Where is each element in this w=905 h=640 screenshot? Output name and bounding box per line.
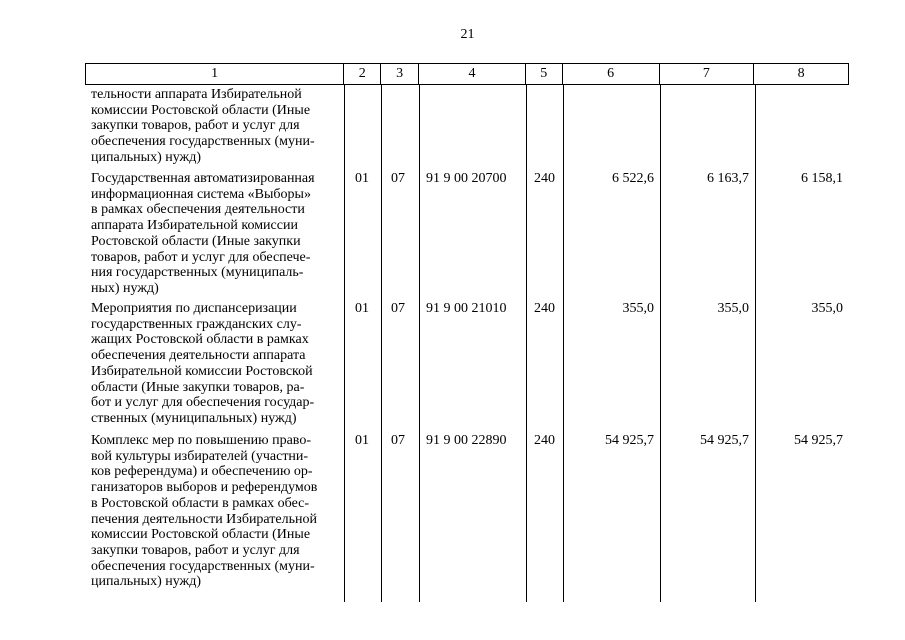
description-line: Комплекс мер по повышению право- xyxy=(91,433,311,448)
column-divider xyxy=(344,84,345,602)
description-line: тельности аппарата Избирательной xyxy=(91,87,302,102)
column-divider xyxy=(419,84,420,602)
header-col-6: 6 xyxy=(563,64,660,84)
table-header xyxy=(85,63,849,85)
description-line: области (Иные закупки товаров, ра- xyxy=(91,379,305,395)
header-col-4: 4 xyxy=(419,64,526,84)
subsection-code: 07 xyxy=(391,301,405,316)
amount-col-8: 54 925,7 xyxy=(794,433,843,448)
amount-col-6: 54 925,7 xyxy=(605,433,654,448)
description-line: ных) нужд) xyxy=(91,280,159,296)
expense-type-code: 240 xyxy=(534,171,555,186)
description-line: бот и услуг для обеспечения государ- xyxy=(91,395,315,411)
column-divider xyxy=(563,84,564,602)
amount-col-7: 54 925,7 xyxy=(700,433,749,448)
amount-col-8: 355,0 xyxy=(811,301,843,316)
article-code: 91 9 00 21010 xyxy=(426,301,507,316)
article-code: 91 9 00 20700 xyxy=(426,171,507,186)
article-code: 91 9 00 22890 xyxy=(426,433,507,448)
column-divider xyxy=(526,84,527,602)
description-line: ственных (муниципальных) нужд) xyxy=(91,410,297,426)
description-line: ганизаторов выборов и референдумов xyxy=(91,480,318,496)
header-col-5: 5 xyxy=(526,64,563,84)
column-divider xyxy=(660,84,661,602)
amount-col-6: 6 522,6 xyxy=(612,171,654,186)
header-col-2: 2 xyxy=(344,64,381,84)
column-divider xyxy=(381,84,382,602)
description-line: жащих Ростовской области в рамках xyxy=(91,332,309,348)
description-line: в рамках обеспечения деятельности xyxy=(91,202,305,218)
header-col-3: 3 xyxy=(381,64,419,84)
section-code: 01 xyxy=(355,171,369,186)
description-line: ципальных) нужд) xyxy=(91,149,202,165)
description-line: закупки товаров, работ и услуг для xyxy=(91,118,300,134)
expense-type-code: 240 xyxy=(534,433,555,448)
row-description xyxy=(91,171,337,297)
header-col-8: 8 xyxy=(797,66,805,81)
description-line: государственных гражданских слу- xyxy=(91,316,302,332)
header-col-1: 1 xyxy=(86,64,344,84)
amount-col-7: 6 163,7 xyxy=(707,171,749,186)
description-line: информационная система «Выборы» xyxy=(91,186,311,202)
description-line: обеспечения деятельности аппарата xyxy=(91,348,306,364)
description-line: обеспечения государственных (муни- xyxy=(91,558,315,574)
description-line: закупки товаров, работ и услуг для xyxy=(91,542,300,558)
subsection-code: 07 xyxy=(391,433,405,448)
description-line: вой культуры избирателей (участни- xyxy=(91,448,309,464)
description-line: в Ростовской области в рамках обес- xyxy=(91,495,310,511)
description-line: аппарата Избирательной комиссии xyxy=(91,218,298,234)
description-line: печения деятельности Избирательной xyxy=(91,511,317,527)
row-description xyxy=(91,87,337,166)
description-line: ков референдума) и обеспечению ор- xyxy=(91,464,313,480)
expense-type-code: 240 xyxy=(534,301,555,316)
row-description xyxy=(91,433,337,590)
row-description xyxy=(91,301,337,427)
description-line: комиссии Ростовской области (Иные xyxy=(91,102,311,118)
header-col-7: 7 xyxy=(660,64,755,84)
section-code: 01 xyxy=(355,433,369,448)
amount-col-8: 6 158,1 xyxy=(801,171,843,186)
column-divider xyxy=(755,84,756,602)
amount-col-7: 355,0 xyxy=(717,301,749,316)
subsection-code: 07 xyxy=(391,171,405,186)
description-line: комиссии Ростовской области (Иные xyxy=(91,527,311,543)
amount-col-6: 355,0 xyxy=(622,301,654,316)
description-line: Мероприятия по диспансеризации xyxy=(91,301,297,316)
description-line: Государственная автоматизированная xyxy=(91,171,315,186)
page-number: 21 xyxy=(460,27,475,42)
description-line: ципальных) нужд) xyxy=(91,574,202,590)
section-code: 01 xyxy=(355,301,369,316)
description-line: Избирательной комиссии Ростовской xyxy=(91,363,313,379)
description-line: товаров, работ и услуг для обеспече- xyxy=(91,249,311,265)
description-line: обеспечения государственных (муни- xyxy=(91,134,315,150)
description-line: Ростовской области (Иные закупки xyxy=(91,233,301,249)
description-line: ния государственных (муниципаль- xyxy=(91,265,304,281)
